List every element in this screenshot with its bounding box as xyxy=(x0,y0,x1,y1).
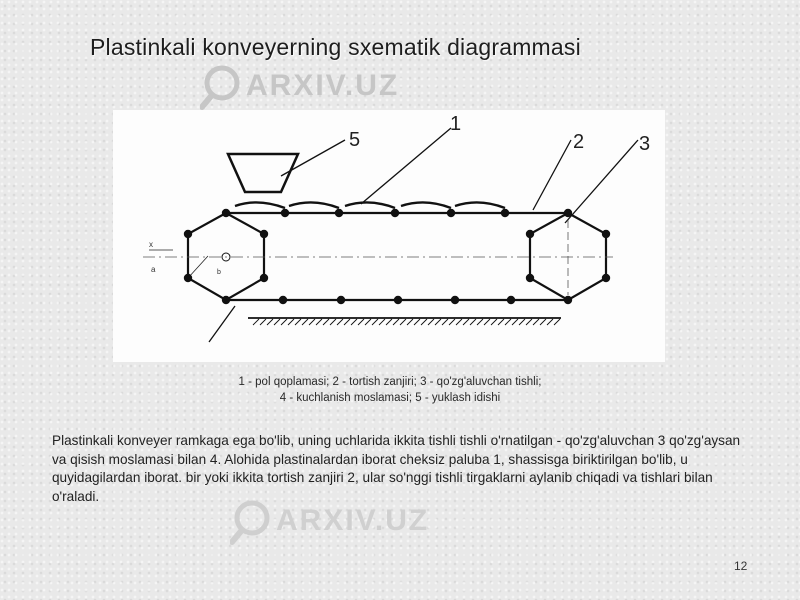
deck-plates xyxy=(235,202,505,208)
callout-2: 2 xyxy=(573,131,585,153)
watermark-logo-top xyxy=(200,55,440,115)
chain-leader xyxy=(533,140,571,210)
label-a: a xyxy=(151,265,156,274)
conveyor-schematic xyxy=(113,110,665,362)
label-b: b xyxy=(217,269,221,276)
chain-rollers xyxy=(184,209,610,304)
watermark-text-top: ARXIV.UZ xyxy=(246,69,400,102)
callout-5: 5 xyxy=(349,129,361,151)
caption-line-1: 1 - pol qoplamasi; 2 - tortish zanjiri; 3 - qo'zg'aluvchan tishli; xyxy=(238,376,542,388)
label-x: x xyxy=(149,240,153,249)
deck-leader xyxy=(361,128,451,204)
callout-1: 1 xyxy=(450,113,462,135)
description-paragraph: Plastinkali konveyer ramkaga ega bo'lib, uning uchlarida ikkita tishli tishli o'rnatilgan - qo'zg'aluvchan 3 qo'zg'aysan va qisish moslamasi bilan 4. Alohida plastinalardan iborat cheksiz paluba 1, shassisga biriktirilgan bo'lib, u quyidagilardan iborat. bir yoki ikkita tortish zanjiri 2, ular so'nggi tishli tirgaklarni aylanib chiqadi va tishlari bilan o'raladi. xyxy=(52,433,741,504)
tension-leader xyxy=(188,256,208,278)
bottom-leader xyxy=(209,306,235,342)
callout-3: 3 xyxy=(639,133,651,155)
caption-line-2: 4 - kuchlanish moslamasi; 5 - yuklash idishi xyxy=(279,392,501,404)
watermark-text-bottom: ARXIV.UZ xyxy=(276,504,430,537)
ground-hatch xyxy=(253,319,560,325)
hopper-leader xyxy=(281,140,345,176)
page-number: 12 xyxy=(734,559,748,573)
tension-sprocket xyxy=(188,213,264,300)
slide-title: Plastinkali konveyerning sxematik diagrammasi xyxy=(90,34,581,60)
conveyor-diagram xyxy=(113,110,665,362)
